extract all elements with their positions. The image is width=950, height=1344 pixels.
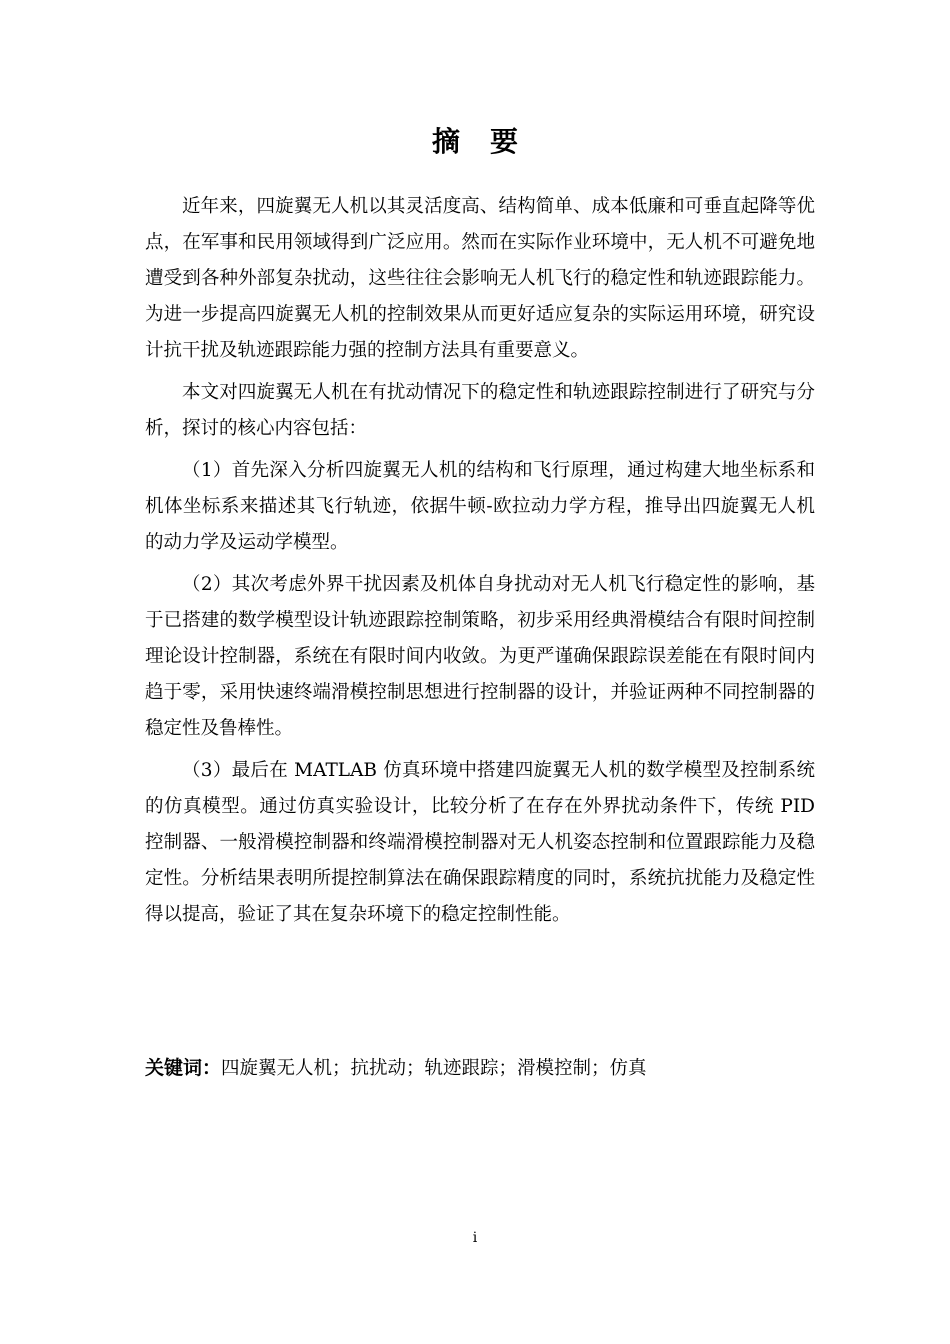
keywords-line	[145, 1050, 815, 1087]
abstract-paragraph-5: （3）最后在 MATLAB 仿真环境中搭建四旋翼无人机的数学模型及控制系统的仿真模型。通过仿真实验设计，比较分析了在存在外界扰动条件下，传统 PID 控制器、一般滑模控制器和终端滑模控制器对无人机姿态控制和位置跟踪能力及稳定性。分析结果表明所提控制算法在确保跟踪精度的同时，系统抗扰能力及稳定性得以提高，验证了其在复杂环境下的稳定控制性能。	[145, 760, 815, 925]
page-title: 摘要	[431, 125, 548, 158]
abstract-paragraph-1: 近年来，四旋翼无人机以其灵活度高、结构简单、成本低廉和可垂直起降等优点，在军事和民用领域得到广泛应用。然而在实际作业环境中，无人机不可避免地遭受到各种外部复杂扰动，这些往往会影响无人机飞行的稳定性和轨迹跟踪能力。为进一步提高四旋翼无人机的控制效果从而更好适应复杂的实际运用环境，研究设计抗干扰及轨迹跟踪能力强的控制方法具有重要意义。	[145, 196, 815, 361]
abstract-paragraph-3: （1）首先深入分析四旋翼无人机的结构和飞行原理，通过构建大地坐标系和机体坐标系来描述其飞行轨迹，依据牛顿-欧拉动力学方程，推导出四旋翼无人机的动力学及运动学模型。	[145, 460, 815, 553]
page-number: i	[472, 1230, 478, 1246]
abstract-body	[145, 189, 815, 933]
abstract-paragraph-4: （2）其次考虑外界干扰因素及机体自身扰动对无人机飞行稳定性的影响，基于已搭建的数学模型设计轨迹跟踪控制策略，初步采用经典滑模结合有限时间控制理论设计控制器，系统在有限时间内收敛。为更严谨确保跟踪误差能在有限时间内趋于零，采用快速终端滑模控制思想进行控制器的设计，并验证两种不同控制器的稳定性及鲁棒性。	[145, 574, 815, 739]
abstract-paragraph-2: 本文对四旋翼无人机在有扰动情况下的稳定性和轨迹跟踪控制进行了研究与分析，探讨的核心内容包括：	[145, 382, 815, 439]
keywords-label: 关键词：	[145, 1057, 222, 1079]
keywords-list: 四旋翼无人机；抗扰动；轨迹跟踪；滑模控制；仿真	[221, 1058, 647, 1079]
